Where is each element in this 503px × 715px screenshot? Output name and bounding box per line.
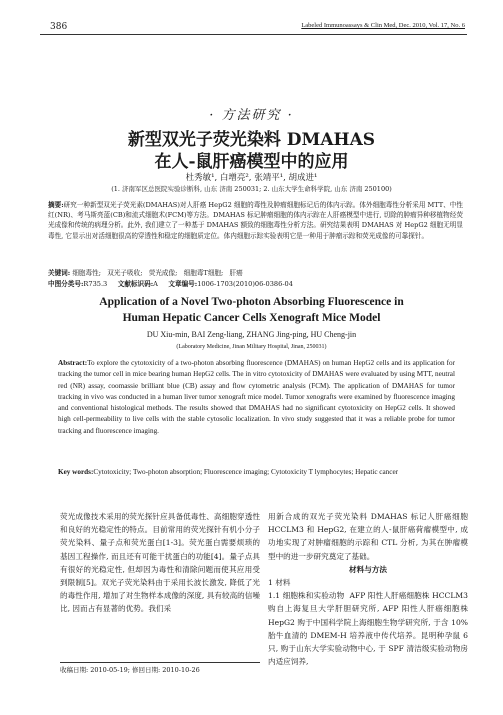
header-rule <box>40 34 467 35</box>
section-label: · 方法研究 · <box>209 108 294 123</box>
doc-code-label: 文献标识码: <box>117 280 154 288</box>
authors-en: DU Xiu-min, BAI Zeng-liang, ZHANG Jing-ping, HU Cheng-jin <box>146 330 357 339</box>
keyword-cn: 细胞毒T细胞; <box>183 269 224 277</box>
cell-lines-paragraph <box>268 589 468 668</box>
keywords-cn <box>48 267 463 277</box>
title-cn-line-1: 新型双光子荧光染料 DMAHAS <box>127 130 376 150</box>
title-en-line-1: Application of a Novel Two-photon Absorbing Fluorescence in <box>99 296 404 308</box>
doc-code-value: A <box>153 280 158 288</box>
page-number: 386 <box>50 22 68 32</box>
materials-subheading: 1 材料 <box>268 578 291 588</box>
affiliation-en: (Laboratory Medicine, Jinan Military Hospital, Jinan, 250031) <box>176 344 327 350</box>
classification-cn <box>48 278 463 288</box>
methods-heading: 材料与方法 <box>349 564 387 574</box>
footnote-rule <box>60 662 260 663</box>
article-id-label: 文章编号: <box>168 280 198 288</box>
keyword-cn: 荧光成像; <box>148 269 178 277</box>
title-cn-line-2: 在人-鼠肝癌模型中的应用 <box>154 152 349 172</box>
body-column-right <box>268 510 468 668</box>
keywords-en-label: Key words: <box>58 468 94 476</box>
title-en-line-2: Human Hepatic Cancer Cells Xenograft Mice Model <box>122 312 381 324</box>
keywords-en <box>58 467 455 479</box>
keyword-cn: 双光子吸收; <box>107 269 143 277</box>
cell-lines-label: 1.1 细胞株和实验动物 <box>268 591 345 601</box>
keywords-cn-label: 关键词: <box>48 269 71 277</box>
abstract-cn <box>48 200 463 241</box>
clc-value: R735.3 <box>83 280 108 288</box>
cell-lines-text: AFP 阳性人肝癌细胞株 HCCLM3 购自上海复旦大学肝胆研究所, AFP 阳性人肝癌细胞株 HepG2 购于中国科学院上海细胞生物学研究所, 于含 10% 胎牛血清的 DMEM-H 培养液中传代培养。昆明种孕鼠 6 只, 购于山东大学实验动物中心, 于 SPF 清洁级实验动物房内适应饲养, <box>268 591 468 667</box>
body-right-intro: 用新合成的双光子荧光染料 DMAHAS 标记人肝癌细胞 HCCLM3 和 HepG2, 在建立的人-鼠肝癌荷瘤模型中, 成功地实现了对肿瘤细胞的示踪和 CTL 分析, 为其在肿瘤模型中的进一步研究奠定了基础。 <box>268 512 468 561</box>
authors-cn: 杜秀敏¹, 白增亮², 张靖平¹, 胡成进¹ <box>185 173 318 183</box>
keyword-cn: 细胞毒性; <box>72 269 101 277</box>
abstract-en-text: To explore the cytotoxicity of a two-photon absorbing fluorescence (DMAHAS) on human HepG2 cells and its application for tracking the tumor cell in mice bearing human HepG2 cells. The in vitro cytotoxicity of DMAHAS were evaluated by using MTT, neutral red (NR) assay, coomassie brilliant blue (CB) assay and flow cytometric analysis (FCM). The application of DMAHAS for tumor tracking in vivo was conducted in a human liver tumor xenograft mice model. Tumor xenografts were examined by fluorescence imaging and conventional histological methods. The results showed that DMAHAS had no significant cytotoxicity on HepG2 cells. It showed high cell-permeability to live cells with the stable cytosolic localization. In vivo study suggested that it was a reliable probe for tumor tracking and fluorescence imaging. <box>58 359 455 435</box>
journal-header: Labeled Immunoassays & Clin Med, Dec. 2010, Vol. 17, No. 6 <box>301 22 465 29</box>
article-id-value: 1006-1703(2010)06-0386-04 <box>197 280 293 288</box>
abstract-en <box>58 358 455 437</box>
keywords-en-text: Cytotoxicity; Two-photon absorption; Fluorescence imaging; Cytotoxicity T lymphocytes; Hepatic cancer <box>93 468 399 476</box>
keyword-cn: 肝癌 <box>229 269 243 277</box>
body-column-left: 荧光成像技术采用的荧光探针应具备低毒性、高细胞穿透性和良好的光稳定性的特点。目前常用的荧光探针有机小分子荧光染料、量子点和荧光蛋白[1-3]。荧光蛋白需要烦琐的基因工程操作, 而且还有可能干扰蛋白的功能[4]。量子点具有很好的光稳定性, 但却因为毒性和清除问题而使其应用受到限制[5]。双光子荧光染料由于采用长波长激发, 降低了光的毒性作用, 增加了对生物样本成像的深度, 具有较高的信噪比, 因而占有显著的优势。我们采 <box>60 512 260 614</box>
abstract-cn-label: 摘要: <box>48 201 64 209</box>
affiliation-cn: (1. 济南军区总医院实验诊断科, 山东 济南 250031; 2. 山东大学生命科学院, 山东 济南 250100) <box>111 185 392 193</box>
footnote-dates: 收稿日期: 2010-05-19; 修回日期: 2010-10-26 <box>60 666 200 674</box>
abstract-cn-text: 研究一种新型双光子荧光素(DMAHAS)对人肝癌 HepG2 细胞的毒性及肿瘤细胞标记后的体内示踪。体外细胞毒性分析采用 MTT、中性红(NR)、考马斯亮蓝(CB)和流式细胞术(FCM)等方法。DMAHAS 标记肿瘤细胞的体内示踪在人肝癌模型中进行, 切除的肿瘤异种移植物经荧光成像和传统的病理分析。此外, 我们建立了一种基于 DMAHAS 额致的细胞毒性分析方法。研究结果表明 DMAHAS 对 HepG2 细胞无明显毒性, 它显示出对活细胞很高的穿透性和稳定的细胞质定位。体内细胞示踪实验表明它是一种用于肿瘤示踪和荧光成像的可靠探针。 <box>48 201 464 240</box>
clc-label: 中图分类号: <box>48 280 84 288</box>
abstract-en-label: Abstract: <box>58 359 88 367</box>
